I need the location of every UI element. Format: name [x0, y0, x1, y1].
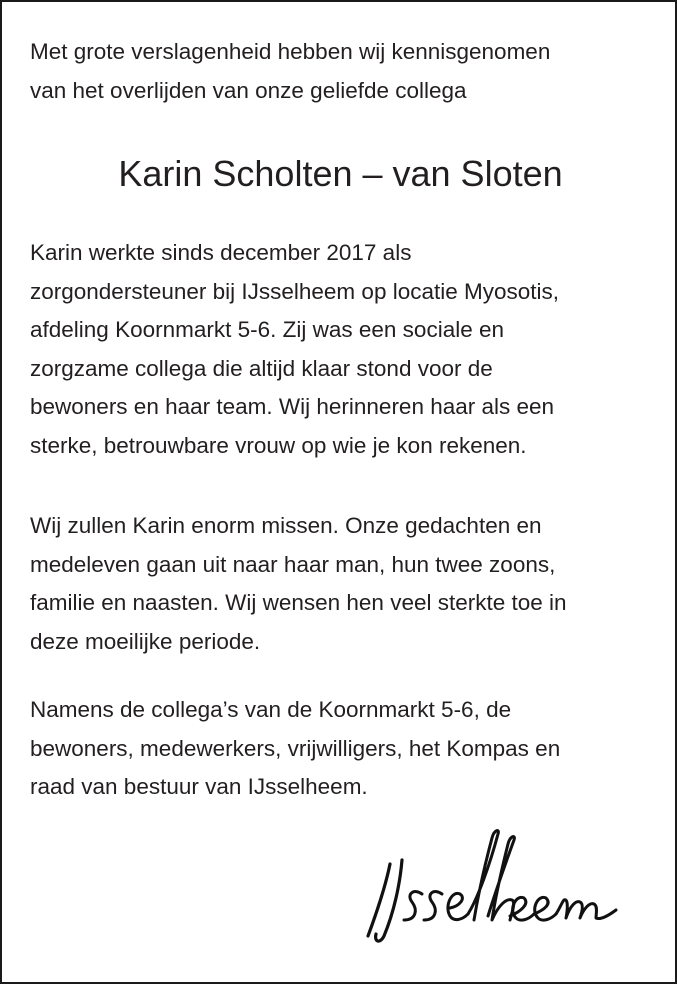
paragraph-line: Karin werkte sinds december 2017 als	[30, 240, 412, 265]
paragraph-career	[30, 234, 660, 465]
paragraph-line: raad van bestuur van IJsselheem.	[30, 774, 368, 799]
paragraph-line: familie en naasten. Wij wensen hen veel sterkte toe in	[30, 590, 567, 615]
intro-line: van het overlijden van onze geliefde collega	[30, 77, 467, 103]
paragraph-line: afdeling Koornmarkt 5-6. Zij was een sociale en	[30, 317, 504, 342]
paragraph-line: medeleven gaan uit naar haar man, hun twee zoons,	[30, 551, 556, 577]
intro-line: Met grote verslagenheid hebben wij kennisgenomen	[30, 39, 551, 64]
paragraph-line: zorgondersteuner bij IJsselheem op locatie Myosotis,	[30, 278, 560, 304]
paragraph-line: deze moeilijke periode.	[30, 628, 261, 654]
paragraph-line: bewoners en haar team. Wij herinneren haar als een	[30, 394, 555, 419]
paragraph-line: Namens de collega’s van de Koornmarkt 5-6, de	[30, 697, 512, 722]
paragraph-condolence	[30, 507, 660, 661]
ijsselheem-logo	[360, 824, 640, 954]
paragraph-signatories	[30, 691, 660, 807]
intro-text	[30, 33, 660, 110]
paragraph-line: sterke, betrouwbare vrouw op wie je kon rekenen.	[30, 432, 527, 458]
paragraph-line: zorgzame collega die altijd klaar stond voor de	[30, 355, 493, 381]
paragraph-line: Wij zullen Karin enorm missen. Onze gedachten en	[30, 513, 542, 538]
deceased-name: Karin Scholten – van Sloten	[118, 153, 563, 194]
paragraph-line: bewoners, medewerkers, vrijwilligers, het Kompas en	[30, 735, 561, 761]
